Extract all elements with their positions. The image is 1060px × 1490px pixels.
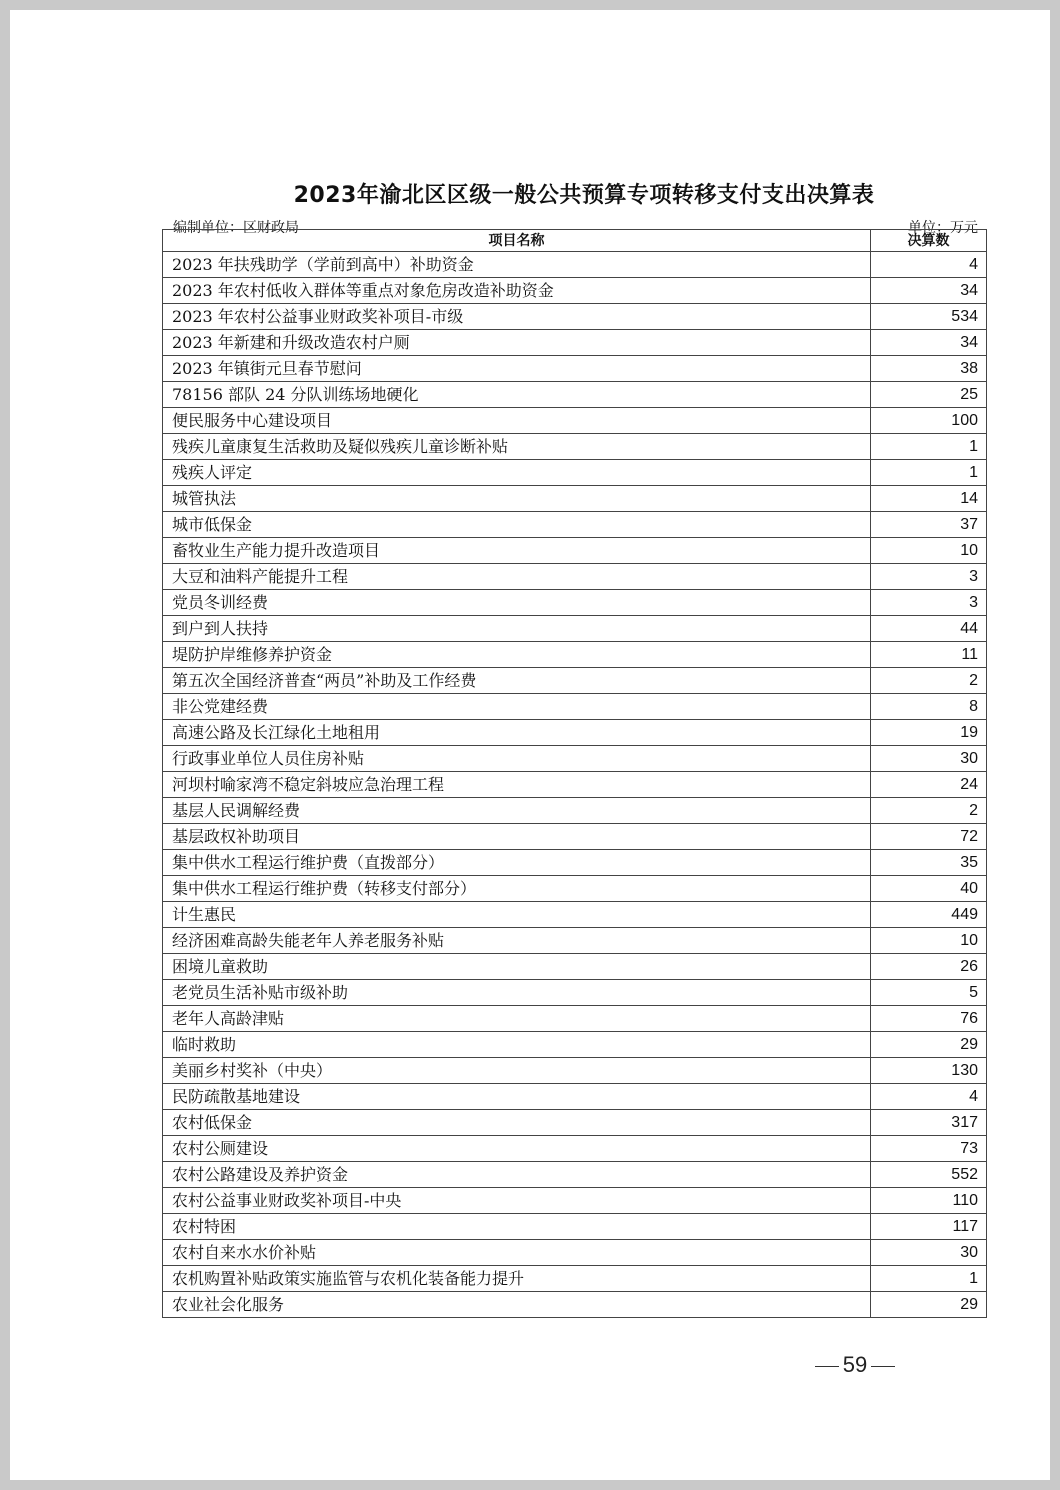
unit-label: 单位：万元 [908, 220, 978, 236]
table-row [163, 1032, 987, 1058]
project-name-cell: 2023 年农村公益事业财政奖补项目-市级 [163, 304, 871, 330]
project-name-cell: 城市低保金 [163, 512, 871, 538]
project-name-cell: 农村公路建设及养护资金 [163, 1162, 871, 1188]
table-row [163, 824, 987, 850]
table-row [163, 1214, 987, 1240]
project-name-cell: 堤防护岸维修养护资金 [163, 642, 871, 668]
project-name-cell: 困境儿童救助 [163, 954, 871, 980]
amount-cell: 29 [871, 1292, 987, 1318]
project-name-cell: 2023 年扶残助学（学前到高中）补助资金 [163, 252, 871, 278]
table-row [163, 486, 987, 512]
project-name-cell: 大豆和油料产能提升工程 [163, 564, 871, 590]
table-row [163, 616, 987, 642]
project-name-cell: 农村低保金 [163, 1110, 871, 1136]
project-name-cell: 78156 部队 24 分队训练场地硬化 [163, 382, 871, 408]
project-name-cell: 残疾儿童康复生活救助及疑似残疾儿童诊断补贴 [163, 434, 871, 460]
project-name-cell: 非公党建经费 [163, 694, 871, 720]
table-row [163, 304, 987, 330]
table-row [163, 850, 987, 876]
amount-cell: 117 [871, 1214, 987, 1240]
dash-right [871, 1366, 895, 1367]
table-row [163, 356, 987, 382]
project-name-cell: 农业社会化服务 [163, 1292, 871, 1318]
amount-cell: 2 [871, 798, 987, 824]
table-row [163, 1188, 987, 1214]
project-name-cell: 农村特困 [163, 1214, 871, 1240]
project-name-cell: 2023 年新建和升级改造农村户厕 [163, 330, 871, 356]
table-row [163, 720, 987, 746]
amount-cell: 30 [871, 746, 987, 772]
amount-cell: 534 [871, 304, 987, 330]
compiler-label: 编制单位：区财政局 [173, 220, 299, 236]
amount-cell: 37 [871, 512, 987, 538]
project-name-cell: 农机购置补贴政策实施监管与农机化装备能力提升 [163, 1266, 871, 1292]
project-name-cell: 城管执法 [163, 486, 871, 512]
amount-cell: 35 [871, 850, 987, 876]
amount-cell: 2 [871, 668, 987, 694]
table-row [163, 668, 987, 694]
amount-cell: 34 [871, 278, 987, 304]
amount-cell: 1 [871, 460, 987, 486]
project-name-cell: 2023 年镇街元旦春节慰问 [163, 356, 871, 382]
amount-cell: 19 [871, 720, 987, 746]
table-row [163, 642, 987, 668]
table-row [163, 772, 987, 798]
amount-cell: 29 [871, 1032, 987, 1058]
budget-table [162, 229, 987, 1318]
amount-cell: 26 [871, 954, 987, 980]
amount-cell: 10 [871, 538, 987, 564]
dash-left [815, 1366, 839, 1367]
project-name-cell: 农村自来水水价补贴 [163, 1240, 871, 1266]
amount-cell: 317 [871, 1110, 987, 1136]
amount-cell: 72 [871, 824, 987, 850]
table-row [163, 434, 987, 460]
project-name-cell: 美丽乡村奖补（中央） [163, 1058, 871, 1084]
amount-cell: 14 [871, 486, 987, 512]
project-name-cell: 河坝村喻家湾不稳定斜坡应急治理工程 [163, 772, 871, 798]
table-row [163, 876, 987, 902]
project-name-cell: 临时救助 [163, 1032, 871, 1058]
project-name-cell: 党员冬训经费 [163, 590, 871, 616]
amount-cell: 73 [871, 1136, 987, 1162]
amount-cell: 38 [871, 356, 987, 382]
project-name-cell: 基层政权补助项目 [163, 824, 871, 850]
project-name-cell: 到户到人扶持 [163, 616, 871, 642]
project-name-cell: 高速公路及长江绿化土地租用 [163, 720, 871, 746]
amount-cell: 8 [871, 694, 987, 720]
amount-cell: 5 [871, 980, 987, 1006]
page-title: 2023年渝北区区级一般公共预算专项转移支付支出决算表 [293, 183, 875, 208]
amount-cell: 3 [871, 564, 987, 590]
project-name-cell: 农村公厕建设 [163, 1136, 871, 1162]
table-row [163, 382, 987, 408]
amount-cell: 110 [871, 1188, 987, 1214]
project-name-cell: 畜牧业生产能力提升改造项目 [163, 538, 871, 564]
table-row [163, 954, 987, 980]
project-name-cell: 第五次全国经济普查“两员”补助及工作经费 [163, 668, 871, 694]
header-amount: 决算数 [871, 230, 987, 252]
table-row [163, 1240, 987, 1266]
amount-cell: 449 [871, 902, 987, 928]
amount-cell: 25 [871, 382, 987, 408]
table-row [163, 902, 987, 928]
table-row [163, 694, 987, 720]
project-name-cell: 集中供水工程运行维护费（转移支付部分） [163, 876, 871, 902]
table-row [163, 1162, 987, 1188]
amount-cell: 11 [871, 642, 987, 668]
table-header-row [163, 230, 987, 252]
project-name-cell: 便民服务中心建设项目 [163, 408, 871, 434]
table-row [163, 278, 987, 304]
table-row [163, 1136, 987, 1162]
project-name-cell: 农村公益事业财政奖补项目-中央 [163, 1188, 871, 1214]
project-name-cell: 行政事业单位人员住房补贴 [163, 746, 871, 772]
amount-cell: 30 [871, 1240, 987, 1266]
table-row [163, 512, 987, 538]
project-name-cell: 基层人民调解经费 [163, 798, 871, 824]
amount-cell: 10 [871, 928, 987, 954]
table-row [163, 928, 987, 954]
amount-cell: 24 [871, 772, 987, 798]
amount-cell: 76 [871, 1006, 987, 1032]
table-row [163, 330, 987, 356]
project-name-cell: 经济困难高龄失能老年人养老服务补贴 [163, 928, 871, 954]
amount-cell: 44 [871, 616, 987, 642]
amount-cell: 40 [871, 876, 987, 902]
table-row [163, 980, 987, 1006]
page-number [810, 1352, 900, 1378]
amount-cell: 130 [871, 1058, 987, 1084]
table-row [163, 408, 987, 434]
project-name-cell: 集中供水工程运行维护费（直拨部分） [163, 850, 871, 876]
amount-cell: 1 [871, 1266, 987, 1292]
table-row [163, 1266, 987, 1292]
amount-cell: 34 [871, 330, 987, 356]
amount-cell: 1 [871, 434, 987, 460]
amount-cell: 100 [871, 408, 987, 434]
table-row [163, 1110, 987, 1136]
amount-cell: 4 [871, 252, 987, 278]
table-row [163, 798, 987, 824]
project-name-cell: 民防疏散基地建设 [163, 1084, 871, 1110]
table-row [163, 564, 987, 590]
table-row [163, 1292, 987, 1318]
table-row [163, 460, 987, 486]
amount-cell: 4 [871, 1084, 987, 1110]
amount-cell: 3 [871, 590, 987, 616]
project-name-cell: 老党员生活补贴市级补助 [163, 980, 871, 1006]
table-row [163, 252, 987, 278]
table-row [163, 746, 987, 772]
table-row [163, 1006, 987, 1032]
table-body [163, 252, 987, 1318]
page-number-value: 59 [842, 1352, 868, 1377]
header-project-name: 项目名称 [163, 230, 871, 252]
table-row [163, 1084, 987, 1110]
project-name-cell: 计生惠民 [163, 902, 871, 928]
project-name-cell: 老年人高龄津贴 [163, 1006, 871, 1032]
amount-cell: 552 [871, 1162, 987, 1188]
project-name-cell: 2023 年农村低收入群体等重点对象危房改造补助资金 [163, 278, 871, 304]
document-page [10, 10, 1050, 1480]
table-row [163, 590, 987, 616]
table-row [163, 1058, 987, 1084]
table-row [163, 538, 987, 564]
project-name-cell: 残疾人评定 [163, 460, 871, 486]
